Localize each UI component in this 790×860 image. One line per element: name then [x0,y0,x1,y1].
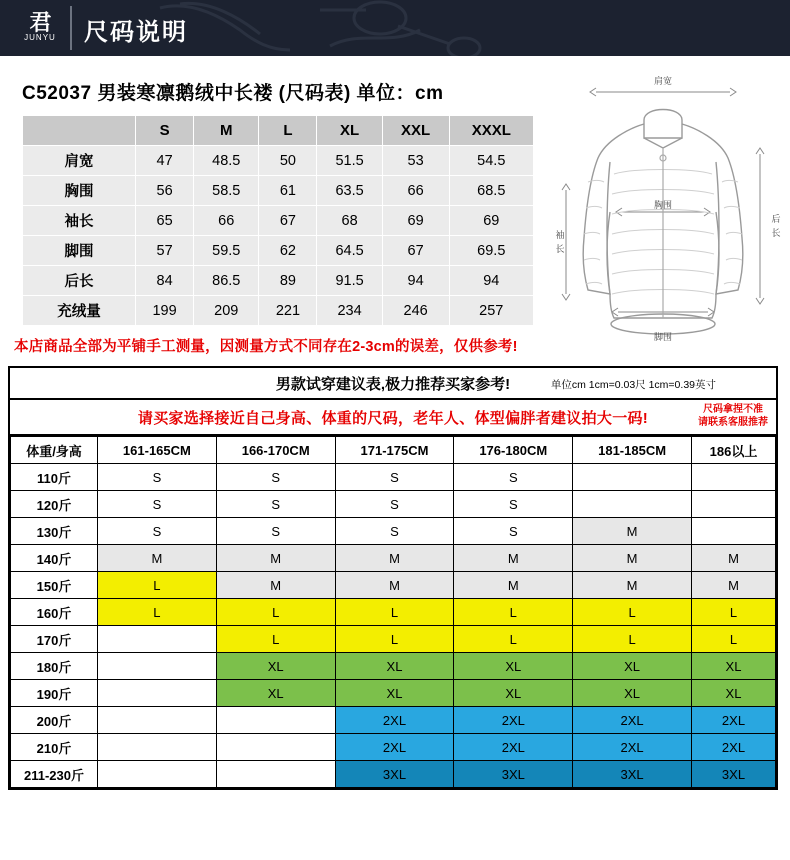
recommend-weight-cell: 140斤 [11,545,98,572]
recommend-size-cell: L [216,626,335,653]
recommend-unit: 单位cm 1cm=0.03尺 1cm=0.39英寸 [550,379,716,391]
size-table-cell: 59.5 [194,236,259,266]
recommend-size-cell: L [335,626,454,653]
size-table-header-cell [23,116,136,146]
recommend-size-cell: M [216,545,335,572]
recommend-weight-cell: 170斤 [11,626,98,653]
recommend-size-cell: 3XL [454,761,573,788]
size-table-row [23,266,534,296]
recommend-weight-cell: 150斤 [11,572,98,599]
size-table-header-cell: XXL [382,116,449,146]
size-table-cell: 199 [136,296,194,326]
recommend-header-cell: 181-185CM [573,437,692,464]
recommend-size-cell: M [573,545,692,572]
recommend-title: 男款试穿建议表,极力推荐买家参考! [275,375,511,393]
recommend-row [11,680,776,707]
size-table-cell: 257 [449,296,533,326]
size-table-cell: 64.5 [317,236,382,266]
page-banner [0,0,790,56]
size-table-cell: 56 [136,176,194,206]
size-table [22,115,534,326]
size-table-cell: 57 [136,236,194,266]
recommend-warning: 请买家选择接近自己身高、体重的尺码，老年人、体型偏胖者建议拍大一码! [137,409,649,427]
recommend-size-cell: S [454,491,573,518]
size-table-cell: 63.5 [317,176,382,206]
recommend-weight-cell: 120斤 [11,491,98,518]
recommend-size-cell: 2XL [454,734,573,761]
size-table-cell: 94 [449,266,533,296]
recommend-size-cell: L [335,599,454,626]
recommend-size-cell: S [335,518,454,545]
recommend-size-cell: XL [454,680,573,707]
size-table-cell: 68.5 [449,176,533,206]
recommend-size-cell: XL [335,653,454,680]
size-table-cell: 68 [317,206,382,236]
size-table-header-row [23,116,534,146]
label-sleeve: 袖 [555,230,565,240]
recommend-size-cell [691,491,775,518]
recommend-size-cell: 2XL [335,707,454,734]
recommend-size-cell: L [98,572,217,599]
recommend-warning-row [10,400,776,436]
recommend-header-cell: 171-175CM [335,437,454,464]
recommend-size-cell: L [454,626,573,653]
recommend-row [11,626,776,653]
svg-text:长: 长 [555,244,565,254]
recommend-size-cell [573,464,692,491]
size-table-cell: 234 [317,296,382,326]
size-table-cell: 47 [136,146,194,176]
size-table-row-label: 胸围 [23,176,136,206]
recommend-size-cell: S [454,518,573,545]
recommend-weight-cell: 211-230斤 [11,761,98,788]
size-table-cell: 91.5 [317,266,382,296]
size-table-cell: 61 [259,176,317,206]
size-table-cell: 51.5 [317,146,382,176]
recommend-size-cell: M [691,572,775,599]
size-table-cell: 86.5 [194,266,259,296]
size-table-row [23,176,534,206]
size-table-cell: 65 [136,206,194,236]
recommend-weight-cell: 130斤 [11,518,98,545]
label-shoulder: 肩宽 [653,76,673,86]
label-hem: 脚围 [653,332,673,342]
recommend-size-cell: M [454,545,573,572]
recommend-size-cell: XL [573,680,692,707]
recommend-size-cell: 3XL [335,761,454,788]
banner-decoration [130,0,550,56]
recommend-size-cell: XL [335,680,454,707]
recommend-size-cell: XL [691,653,775,680]
recommend-size-cell: M [454,572,573,599]
recommend-size-cell: S [98,464,217,491]
recommend-size-cell: 3XL [691,761,775,788]
recommend-size-cell [216,734,335,761]
recommend-size-cell: L [573,626,692,653]
size-table-row [23,236,534,266]
label-chest: 胸围 [653,200,673,210]
recommend-size-cell: XL [573,653,692,680]
recommend-size-cell: M [98,545,217,572]
recommend-header-cell: 161-165CM [98,437,217,464]
recommend-row [11,734,776,761]
recommend-size-cell [98,761,217,788]
size-table-header-cell: M [194,116,259,146]
recommend-row [11,572,776,599]
recommend-size-cell: S [335,464,454,491]
recommend-size-cell: S [216,518,335,545]
recommend-size-cell: M [335,572,454,599]
size-table-header-cell: XXXL [449,116,533,146]
recommend-table [10,436,776,788]
recommend-size-cell: L [573,599,692,626]
recommend-size-cell: S [216,464,335,491]
recommend-weight-cell: 110斤 [11,464,98,491]
recommend-size-cell [691,464,775,491]
recommend-size-cell: 2XL [335,734,454,761]
recommend-size-cell: L [98,599,217,626]
label-back: 后 [771,214,781,224]
recommend-section [8,366,778,790]
size-table-section [0,56,790,356]
recommend-size-cell: 2XL [573,734,692,761]
recommend-size-cell: 2XL [454,707,573,734]
size-table-cell: 94 [382,266,449,296]
banner-divider [70,6,72,50]
recommend-size-cell [216,761,335,788]
recommend-size-cell: L [691,599,775,626]
size-table-cell: 69 [382,206,449,236]
recommend-size-cell: L [454,599,573,626]
recommend-size-cell: M [573,572,692,599]
size-table-row [23,206,534,236]
size-table-cell: 69.5 [449,236,533,266]
size-table-cell: 69 [449,206,533,236]
size-table-row [23,146,534,176]
recommend-row [11,545,776,572]
recommend-size-cell: L [691,626,775,653]
recommend-row [11,761,776,788]
size-table-cell: 66 [382,176,449,206]
recommend-header-cell: 186以上 [691,437,775,464]
recommend-header-cell: 166-170CM [216,437,335,464]
recommend-size-cell: S [216,491,335,518]
contact-service-line1: 尺码拿捏不准 [703,404,763,415]
recommend-size-cell: 2XL [691,707,775,734]
size-table-cell: 66 [194,206,259,236]
recommend-size-cell: L [216,599,335,626]
svg-text:长: 长 [771,228,781,238]
recommend-weight-cell: 210斤 [11,734,98,761]
size-table-cell: 209 [194,296,259,326]
logo-mark: 君 [29,10,51,35]
contact-service-line2: 请联系客服推荐 [698,417,768,428]
recommend-row [11,464,776,491]
size-table-cell: 58.5 [194,176,259,206]
recommend-size-cell: XL [691,680,775,707]
size-table-header-cell: XL [317,116,382,146]
logo-text: JUNYU [24,33,56,42]
recommend-size-cell: S [454,464,573,491]
recommend-weight-cell: 160斤 [11,599,98,626]
recommend-size-cell: XL [454,653,573,680]
recommend-size-cell: M [573,518,692,545]
size-table-row-label: 后长 [23,266,136,296]
recommend-size-cell: 3XL [573,761,692,788]
size-table-title: C52037 男装寒凛鹅绒中长褛 (尺码表) 单位：cm [22,83,444,104]
recommend-size-cell [216,707,335,734]
recommend-row [11,707,776,734]
recommend-weight-cell: 190斤 [11,680,98,707]
recommend-title-row [10,368,776,400]
size-table-cell: 67 [382,236,449,266]
size-table-cell: 48.5 [194,146,259,176]
page-title: 尺码说明 [84,19,188,46]
size-table-cell: 62 [259,236,317,266]
recommend-size-cell: XL [216,680,335,707]
recommend-row [11,599,776,626]
recommend-size-cell: S [98,518,217,545]
recommend-size-cell: M [335,545,454,572]
size-table-cell: 54.5 [449,146,533,176]
recommend-size-cell [98,626,217,653]
size-table-cell: 246 [382,296,449,326]
recommend-size-cell [98,734,217,761]
size-table-cell: 67 [259,206,317,236]
recommend-header-cell: 176-180CM [454,437,573,464]
size-table-cell: 50 [259,146,317,176]
recommend-size-cell: M [216,572,335,599]
recommend-size-cell: 2XL [691,734,775,761]
recommend-size-cell: S [335,491,454,518]
recommend-weight-cell: 180斤 [11,653,98,680]
recommend-size-cell: 2XL [573,707,692,734]
recommend-size-cell: M [691,545,775,572]
contact-service-note [698,403,768,429]
size-table-cell: 84 [136,266,194,296]
recommend-row [11,491,776,518]
size-table-row-label: 袖长 [23,206,136,236]
recommend-size-cell [573,491,692,518]
size-table-row-label: 脚围 [23,236,136,266]
recommend-size-cell [98,707,217,734]
recommend-row [11,653,776,680]
size-table-cell: 89 [259,266,317,296]
recommend-header-cell: 体重/身高 [11,437,98,464]
size-table-header-cell: L [259,116,317,146]
size-table-row [23,296,534,326]
recommend-size-cell [98,680,217,707]
size-table-cell: 221 [259,296,317,326]
measurement-note: 本店商品全部为平铺手工测量，因测量方式不同存在2-3cm的误差，仅供参考! [14,339,518,355]
recommend-size-cell: XL [216,653,335,680]
recommend-header-row [11,437,776,464]
recommend-size-cell: S [98,491,217,518]
recommend-size-cell [691,518,775,545]
size-table-header-cell: S [136,116,194,146]
size-table-cell: 53 [382,146,449,176]
recommend-size-cell [98,653,217,680]
recommend-row [11,518,776,545]
size-table-row-label: 肩宽 [23,146,136,176]
size-table-row-label: 充绒量 [23,296,136,326]
recommend-weight-cell: 200斤 [11,707,98,734]
brand-logo [18,7,62,49]
